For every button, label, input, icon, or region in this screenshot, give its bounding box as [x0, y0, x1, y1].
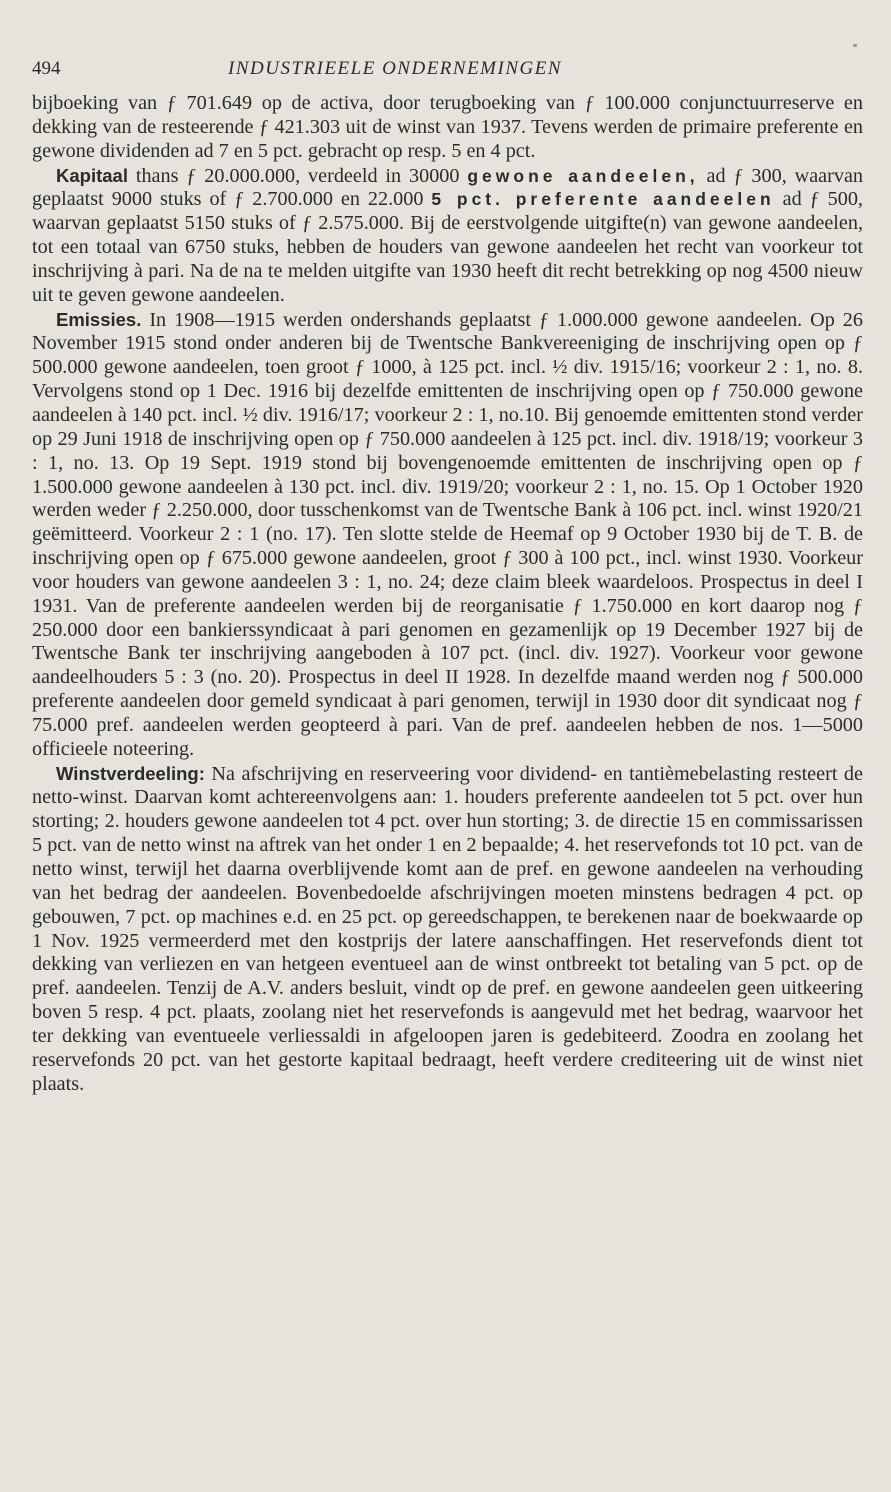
kapitaal-heading: Kapitaal [56, 164, 128, 186]
intro-paragraph: bijboeking van ƒ 701.649 op de activa, door terugboeking van ƒ 100.000 conjunctuurreserve en dekking van de resteerende ƒ 421.303 uit de winst van 1937. Tevens werden de primaire preferente en gewone dividenden ad 7 en 5 pct. gebracht op resp. 5 en 4 pct. [32, 92, 863, 162]
running-title: INDUSTRIEELE ONDERNEMINGEN [228, 58, 563, 79]
emissies-paragraph [32, 308, 863, 762]
kapitaal-spaced-1: gewone aandeelen, [467, 165, 699, 186]
kapitaal-spaced-2: 5 pct. preferente aandeelen [431, 189, 775, 210]
print-speck [853, 44, 857, 47]
winstverdeeling-text: Na afschrijving en reserveering voor dividend- en tantièmebelasting resteert de netto-winst. Daarvan komt achtereenvolgens aan: 1. houders preferente aandeelen tot 5 pct. over hun storting; 2. houders gewone aandeelen tot 4 pct. over hun storting; 3. de directie 15 en commissarissen 5 pct. van de netto winst na aftrek van het onder 1 en 2 bepaalde; 4. het reservefonds tot 10 pct. van de netto winst, terwijl het daarna overblijvende komt aan de pref. en gewone aandeelen na verhouding van het bedrag der aandeelen. Bovenbedoelde afschrijvingen moeten minstens bedragen 4 pct. op gebouwen, 7 pct. op machines e.d. en 25 pct. op gereedschappen, te berekenen naar de boekwaarde op 1 Nov. 1925 vermeerderd met den kostprijs der latere aanschaffingen. Het reservefonds dient tot dekking van verliezen en van hetgeen eventueel aan de winst ontbreekt tot betaling van 5 pct. op de pref. aandeelen. Tenzij de A.V. anders besluit, vindt op de pref. en gewone aandeelen geen uitkeering boven 5 resp. 4 pct. plaats, zoolang niet het reservefonds is aangevuld met het bedrag, waarvoor het ter dekking van eventueele verliessaldi in afgeloopen jaren is gedebiteerd. Zoodra en zoolang het reservefonds 20 pct. van het gestorte kapitaal bedraagt, heeft verdere crediteering uit de winst niet plaats. [32, 762, 863, 1095]
page-number: 494 [32, 58, 61, 79]
emissies-heading: Emissies. [56, 308, 142, 330]
page-header [32, 58, 863, 88]
emissies-text: In 1908—1915 werden ondershands geplaatst ƒ 1.000.000 gewone aandeelen. Op 26 November 1915 stond onder anderen bij de Twentsche Bankvereeniging de inschrijving open op ƒ 500.000 gewone aandeelen, toen groot ƒ 1000, à 125 pct. incl. ½ div. 1915/16; voorkeur 2 : 1, no. 8. Vervolgens stond op 1 Dec. 1916 bij dezelfde emittenten de inschrijving open op ƒ 750.000 gewone aandeelen à 140 pct. incl. ½ div. 1916/17; voorkeur 2 : 1, no.10. Bij genoemde emittenten stond verder op 29 Juni 1918 de inschrijving open op ƒ 750.000 aandeelen à 125 pct. incl. div. 1918/19; voorkeur 3 : 1, no. 13. Op 19 Sept. 1919 stond bij bovengenoemde emittenten de inschrijving open op ƒ 1.500.000 gewone aandeelen à 130 pct. incl. div. 1919/20; voorkeur 2 : 1, no. 15. Op 1 October 1920 werden weder ƒ 2.250.000, door tusschenkomst van de Twentsche Bank à 106 pct. incl. winst 1920/21 geëmitteerd. Voorkeur 2 : 1 (no. 17). Ten slotte stelde de Heemaf op 9 October 1930 bij de T. B. de inschrijving open op ƒ 675.000 gewone aandeelen, groot ƒ 300 à 100 pct., incl. winst 1930. Voorkeur voor houders van gewone aandeelen 3 : 1, no. 24; deze claim bleek waardeloos. Prospectus in deel I 1931. Van de preferente aandeelen werden bij de reorganisatie ƒ 1.750.000 en kort daarop nog ƒ 250.000 door een bankierssyndicaat à pari genomen en gezamenlijk op 19 December 1927 bij de Twentsche Bank ter inschrijving aangeboden à 107 pct. (incl. div. 1927). Voorkeur voor gewone aandeelhouders 5 : 3 (no. 20). Prospectus in deel II 1928. In dezelfde maand werden nog ƒ 500.000 preferente aandeelen door gemeld syndicaat à pari genomen, terwijl in 1930 door dit syndicaat nog ƒ 75.000 pref. aandeelen werden geopteerd à pari. Van de pref. aandeelen hebben de nos. 1—5000 officieele noteering. [32, 308, 863, 760]
winstverdeeling-heading: Winstverdeeling: [56, 762, 205, 784]
kapitaal-text-2: ad ƒ 300, waarvan geplaatst 9000 stuks of ƒ 2.700.000 en 22.000 [32, 164, 863, 211]
kapitaal-text-3: ad ƒ 500, waarvan geplaatst 5150 stuks of ƒ 2.575.000. Bij de eerstvolgende uitgifte(n) van gewone aandeelen, tot een totaal van 6750 stuks, hebben de houders van gewone aandeelen het recht van voorkeur tot inschrijving à pari. Na de na te melden uitgifte van 1930 heeft dit recht betrekking op nog 4500 nieuw uit te geven gewone aandeelen. [32, 188, 863, 306]
winstverdeeling-paragraph [32, 762, 863, 1097]
kapitaal-paragraph [32, 164, 863, 308]
body-text [32, 92, 863, 1096]
kapitaal-text-1: thans ƒ 20.000.000, verdeeld in 30000 [127, 164, 468, 187]
